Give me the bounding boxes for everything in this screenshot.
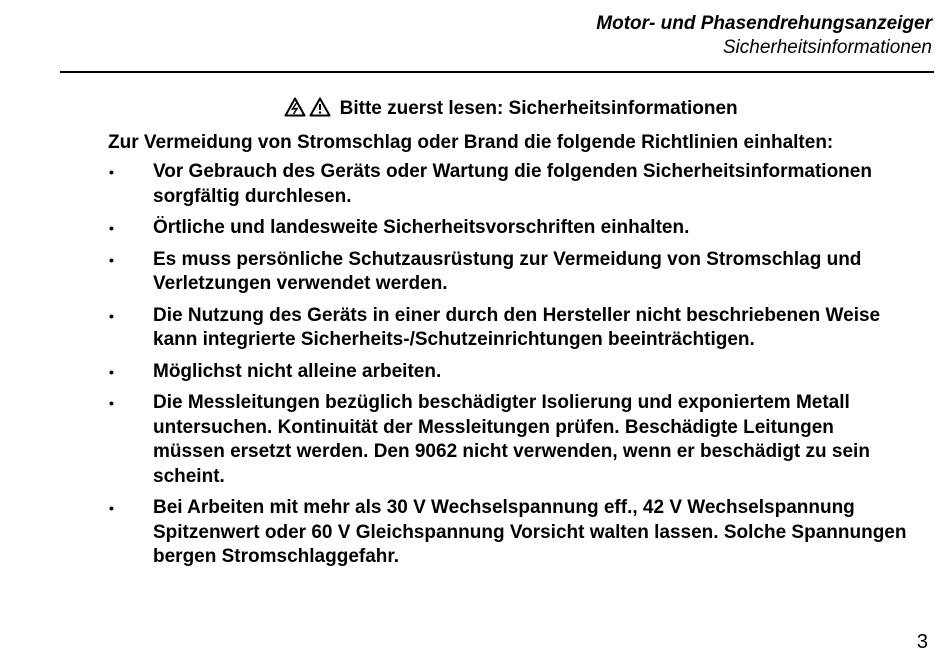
list-item-text: Bei Arbeiten mit mehr als 30 V Wechselspannung eff., 42 V Wechselspannung Spitzenwert oder 60 V Gleichspannung Vorsicht walten lassen. Solche Spannungen bergen Stromschlaggefahr. [153,497,907,567]
bullet-icon: • [109,500,114,516]
safety-section [108,96,908,577]
list-item-text: Die Messleitungen bezüglich beschädigter Isolierung und exponiertem Metall untersuchen. Kontinuität der Messleitungen prüfen. Beschädigte Leitungen müssen ersetzt werden. Den 9062 nicht verwenden, wenn er beschädigt zu sein scheint. [153,392,870,487]
list-item [108,496,908,570]
page-number: 3 [916,631,928,653]
chapter-title: Sicherheitsinformationen [722,37,932,58]
list-item [108,216,908,241]
list-item-text: Es muss persönliche Schutzausrüstung zur Vermeidung von Stromschlag und Verletzungen verwendet werden. [153,248,862,294]
section-heading-text: Bitte zuerst lesen: Sicherheitsinformationen [339,98,738,119]
list-item [108,391,908,489]
document-title: Motor- und Phasendrehungsanzeiger [596,13,932,34]
intro-paragraph: Zur Vermeidung von Stromschlag oder Brand die folgende Richtlinien einhalten: [108,132,834,153]
list-item [108,248,908,297]
safety-list [108,160,908,570]
list-item [108,304,908,353]
bullet-icon: • [109,363,114,380]
bullet-icon: • [109,220,114,236]
list-item [108,160,908,209]
list-item-text: Möglichst nicht alleine arbeiten. [153,360,442,382]
bullet-icon: • [109,307,114,324]
warning-triangle-icon [284,97,306,125]
list-item-text: Vor Gebrauch des Geräts oder Wartung die folgenden Sicherheitsinformationen sorgfältig durchlesen. [153,161,872,207]
list-item-text: Örtliche und landesweite Sicherheitsvorschriften einhalten. [153,217,690,238]
bullet-icon: • [109,164,114,180]
hazard-triangle-icon [309,97,331,125]
bullet-icon: • [109,395,114,411]
bullet-icon: • [109,251,114,268]
page-header [596,12,932,60]
list-item [108,360,908,385]
header-divider [60,71,934,73]
section-heading [108,96,908,125]
list-item-text: Die Nutzung des Geräts in einer durch den Hersteller nicht beschriebenen Weise kann integrierte Sicherheits-/Schutzeinrichtungen beeinträchtigen. [153,304,881,350]
